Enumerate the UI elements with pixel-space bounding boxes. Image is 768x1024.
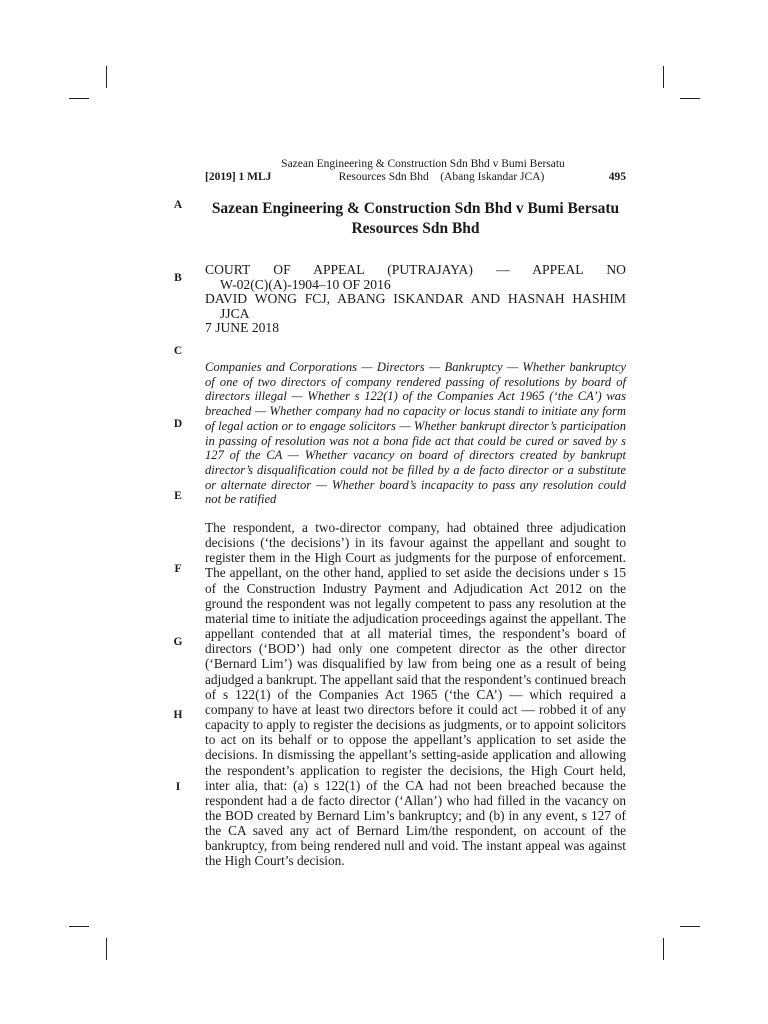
case-title xyxy=(205,199,626,239)
crop-mark xyxy=(69,926,89,927)
judges-continued: JJCA xyxy=(220,305,250,321)
crop-mark xyxy=(680,926,700,927)
margin-letter-c: C xyxy=(173,345,183,357)
catchwords: Companies and Corporations — Directors — Bankruptcy — Whether bankruptcy of one of two directors of company rendered passing of resolutions by board of directors illegal — Whether s 122(1) of the Companies Act 1965 (‘the CA’) was breached — Whether company had no capacity or locus standi to initiate any form of legal action or to engage solicitors — Whether bankrupt director’s participation in passing of resolution was not a bona fide act that could be cured or saved by s 127 of the CA — Whether vacancy on board of directors created by bankrupt director’s disqualification could not be filled by a de facto director or a substitute or alternate director — Whether board’s incapacity to pass any resolution could not be ratified xyxy=(205,360,626,507)
case-title-line2: Resources Sdn Bhd xyxy=(351,220,480,237)
crop-mark xyxy=(69,98,89,99)
margin-letter-f: F xyxy=(174,563,182,575)
running-head-title-line1: Sazean Engineering & Construction Sdn Bhd v Bumi Bersatu xyxy=(281,158,565,170)
margin-letter-d: D xyxy=(173,418,183,430)
crop-mark xyxy=(663,938,664,960)
margin-letter-b: B xyxy=(174,272,182,284)
page-number: 495 xyxy=(608,171,626,183)
judges: DAVID WONG FCJ, ABANG ISKANDAR AND HASNAH HASHIM xyxy=(205,291,626,306)
court-details xyxy=(205,263,626,336)
crop-mark xyxy=(106,938,107,960)
margin-letter-h: H xyxy=(173,709,183,721)
case-title-line1: Sazean Engineering & Construction Sdn Bhd v Bumi Bersatu xyxy=(211,200,620,217)
crop-mark xyxy=(106,66,107,88)
margin-letter-g: G xyxy=(173,636,183,648)
running-head xyxy=(205,158,626,184)
crop-mark xyxy=(663,66,664,88)
headnote-paragraph: The respondent, a two-director company, had obtained three adjudication decisions (‘the decisions’) in its favour against the appellant and sought to register them in the High Court as judgments for the purpose of enforcement. The appellant, on the other hand, applied to set aside the decisions under s 15 of the Construction Industry Payment and Adjudication Act 2012 on the ground the respondent was not legally competent to pass any resolution at the material time to initiate the adjudication proceedings against the appellant. The appellant contended that at all material times, the respondent’s board of directors (‘BOD’) had only one competent director as the other director (‘Bernard Lim’) was disqualified by law from being one as a result of being adjudged a bankrupt. The appellant said that the respondent’s continued breach of s 122(1) of the Companies Act 1965 (‘the CA’) — which required a company to have at least two directors before it could act — robbed it of any capacity to apply to register the decisions as judgments, or to appoint solicitors to act on its behalf or to oppose the appellant’s application to set aside the decisions. In dismissing the appellant’s setting-aside application and allowing the respondent’s application to register the decisions, the High Court held, inter alia, that: (a) s 122(1) of the CA had not been breached because the respondent had a de facto director (‘Allan’) who had filled in the vacancy on the BOD created by Bernard Lim’s bankruptcy; and (b) in any event, s 127 of the CA saved any act of Bernard Lim/the respondent, on account of the bankruptcy, from being rendered null and void. The instant appeal was against the High Court’s decision. xyxy=(205,520,626,869)
margin-letter-i: I xyxy=(175,781,181,793)
appeal-number: W-02(C)(A)-1904–10 OF 2016 xyxy=(220,276,391,292)
margin-letter-e: E xyxy=(174,490,182,502)
crop-mark xyxy=(680,98,700,99)
running-head-title-line2: Resources Sdn Bhd (Abang Iskandar JCA) xyxy=(338,171,545,183)
running-head-citation: [2019] 1 MLJ xyxy=(205,171,272,183)
margin-letter-a: A xyxy=(173,199,183,211)
court-name: COURT OF APPEAL (PUTRAJAYA) — APPEAL NO xyxy=(205,262,626,277)
judgment-date: 7 JUNE 2018 xyxy=(205,320,280,335)
